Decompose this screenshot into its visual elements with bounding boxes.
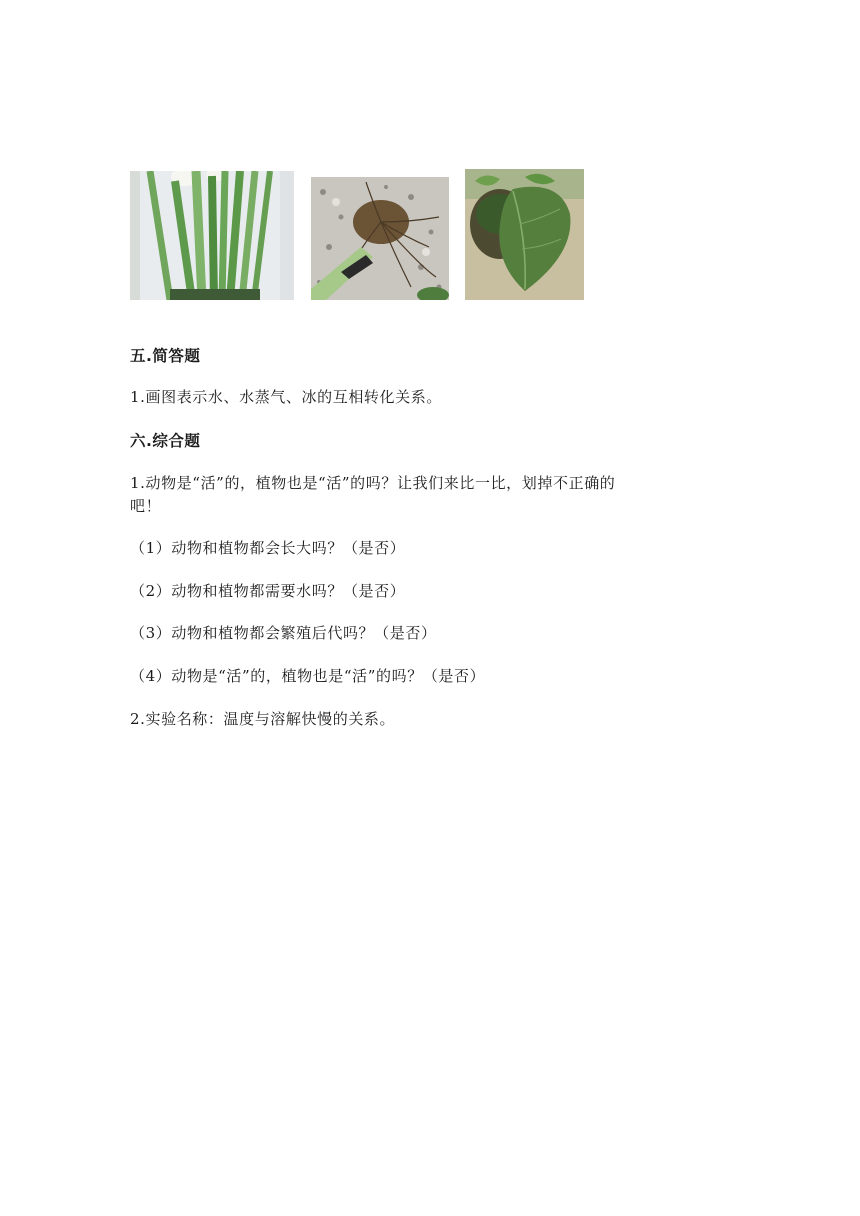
question-6-2: 2.实验名称：温度与溶解快慢的关系。 (130, 710, 396, 728)
section-5-heading: 五.简答题 (130, 347, 201, 365)
sub-question-3: （3）动物和植物都会繁殖后代吗？（是否） (130, 624, 437, 642)
calla-lily-stems-photo (130, 171, 294, 300)
question-6-1-line-2: 吧！ (130, 497, 162, 515)
plant-roots-photo (311, 177, 449, 300)
sub-question-1: （1）动物和植物都会长大吗？（是否） (130, 539, 406, 557)
section-6-heading: 六.综合题 (130, 432, 201, 450)
question-6-1-line-1: 1.动物是“活”的，植物也是“活”的吗？让我们来比一比，划掉不正确的 (130, 474, 616, 492)
potted-plant-leaf-photo (465, 169, 584, 300)
sub-question-4: （4）动物是“活”的，植物也是“活”的吗？（是否） (130, 667, 486, 685)
sub-question-2: （2）动物和植物都需要水吗？（是否） (130, 582, 406, 600)
question-5-1: 1.画图表示水、水蒸气、冰的互相转化关系。 (130, 388, 442, 406)
